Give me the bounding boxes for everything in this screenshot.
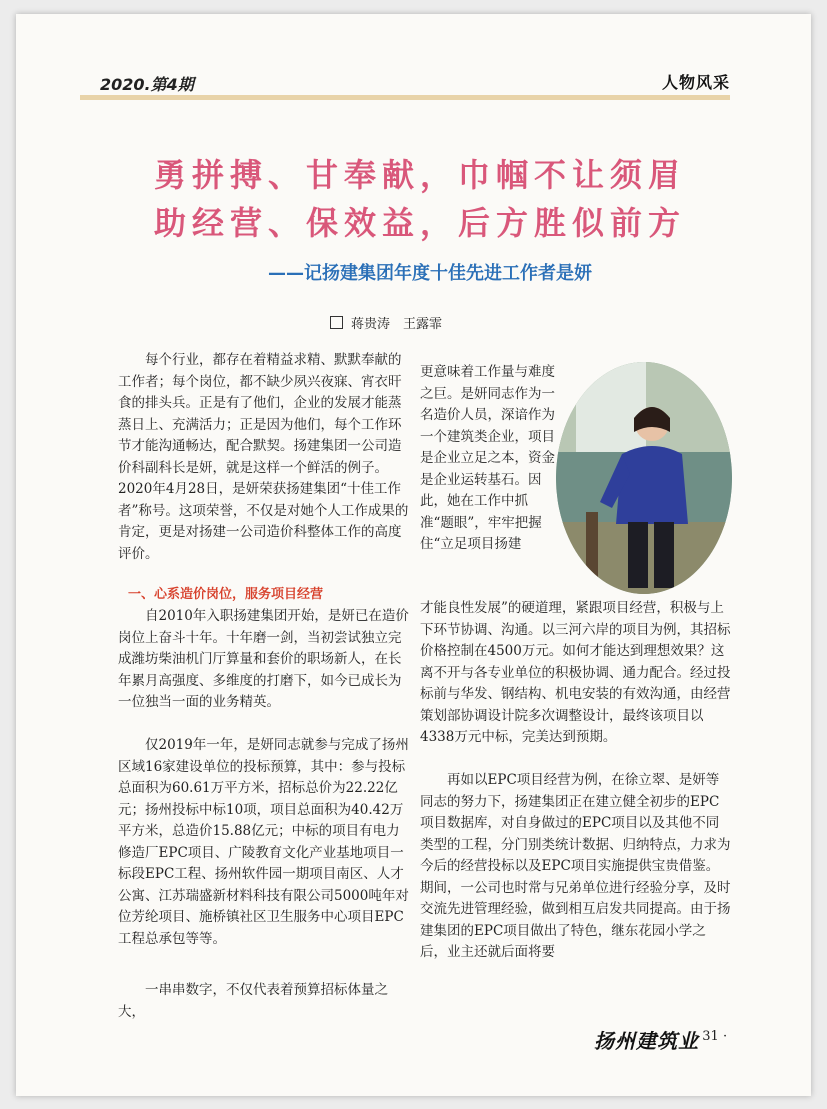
subtitle: ——记扬建集团年度十佳先进工作者是妍 (268, 263, 592, 284)
header-rule (80, 95, 730, 100)
byline (330, 313, 570, 332)
portrait-illustration (556, 362, 732, 594)
right-paragraph-1-top: 更意味着工作量与难度之巨。是妍同志作为一名造价人员，深谙作为一个建筑类企业，项目是企业立足之本，资金是企业运转基石。因此，她在工作中抓准“题眼”，牢牢把握住“立足项目扬建 (420, 364, 555, 552)
section-label: 人物风采 (661, 73, 730, 92)
left-paragraph-4: 一串串数字，不仅代表着预算招标体量之大， (118, 982, 388, 1020)
byline-box-icon (330, 316, 343, 329)
issue-label: 2020.第4期 (100, 75, 194, 94)
page-footer (594, 1023, 744, 1053)
right-paragraph-2: 再如以EPC项目经营为例，在徐立翠、是妍等同志的努力下，扬建集团正在建立健全初步的EPC项目数据库，对自身做过的EPC项目以及其他不同类型的工程，分门别类统计数据、归纳特点，力求为今后的经营投标以及EPC项目实施提供宝贵借鉴。期间，一公司也时常与兄弟单位进行经验分享，及时交流先进管理经验，做到相互启发共同提高。由于扬建集团的EPC项目做出了特色，继东花园小学之后，业主还就后面将要 (420, 772, 731, 960)
portrait-photo (556, 362, 732, 594)
left-paragraph-3: 仅2019年一年，是妍同志就参与完成了扬州区域16家建设单位的投标预算，其中：参与投标总面积为60.61万平方米，招标总价为22.22亿元；扬州投标中标10项，项目总面积为40.42万平方米，总造价15.88亿元；中标的项目有电力修造厂EPC项目、广陵教育文化产业基地项目一标段EPC工程、扬州软件园一期项目南区、人才公寓、江苏瑞盛新材料科技有限公司5000吨年对位芳纶项目、施桥镇社区卫生服务中心项目EPC工程总承包等等。 (118, 737, 409, 947)
authors: 蒋贵涛 王露霏 (351, 317, 443, 332)
page-number: · 31 · (694, 1029, 728, 1044)
magazine-logo: 扬州建筑业 (594, 1029, 699, 1053)
section-heading-1: 一、心系造价岗位，服务项目经营 (128, 587, 324, 602)
title-line-2: 助经营、保效益，后方胜似前方 (153, 204, 686, 242)
page-header (80, 62, 730, 102)
left-paragraph-1: 每个行业，都存在着精益求精、默默奉献的工作者；每个岗位，都不缺少夙兴夜寐、宵衣旰食的排头兵。正是有了他们，企业的发展才能蒸蒸日上、充满活力；正是因为他们，每个工作环节才能沟通畅达，配合默契。扬建集团一公司造价科副科长是妍，就是这样一个鲜活的例子。2020年4月28日，是妍荣获扬建集团“十佳工作者”称号。这项荣誉，不仅是对她个人工作成果的肯定，更是对扬建一公司造价科整体工作的高度评价。 (118, 352, 409, 562)
right-paragraph-1-rest: 才能良性发展”的硬道理，紧跟项目经营，积极与上下环节协调、沟通。以三河六岸的项目为例，其招标价格控制在4500万元。如何才能达到理想效果？这离不开与各专业单位的积极协调、通力配合。经过投标前与华发、钢结构、机电安装的有效沟通，由经营策划部协调设计院多次调整设计，最终该项目以4338万元中标，完美达到预期。 (420, 600, 731, 745)
title-line-1: 勇拼搏、甘奉献，巾帼不让须眉 (153, 156, 686, 194)
left-paragraph-2: 自2010年入职扬建集团开始，是妍已在造价岗位上奋斗十年。十年磨一剑，当初尝试独立完成潍坊柴油机门厅算量和套价的职场新人，在长年累月高强度、多维度的打磨下，如今已成长为一位独当一面的业务精英。 (118, 608, 409, 710)
